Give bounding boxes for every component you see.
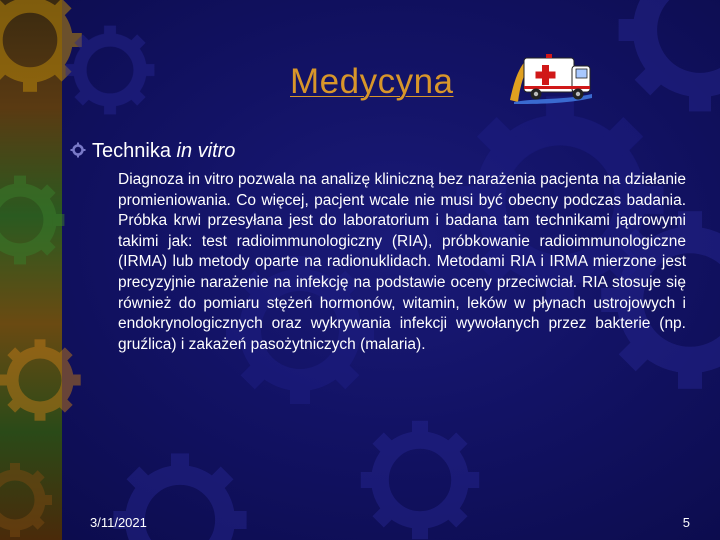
subtitle-plain: Technika <box>92 140 177 162</box>
slide-subtitle <box>92 140 235 163</box>
ambulance-icon <box>506 52 596 104</box>
page-number: 5 <box>682 515 690 530</box>
footer-date: 3/11/2021 <box>90 515 147 530</box>
gear-bullet-icon <box>70 142 86 158</box>
subtitle-italic: in vitro <box>176 140 236 162</box>
slide-title: Medycyna <box>290 62 454 101</box>
body-paragraph: Diagnoza in vitro pozwala na analizę kliniczną bez narażenia pacjenta na działanie promieniowania. Co więcej, pacjent wcale nie musi być obecny podczas badania. Próbka krwi przesyłana jest do laboratorium i badana tam technikami jądrowymi takimi jak: test radioimmunologiczny (RIA), próbkowanie radioimmunologiczne (IRMA) lub metody oparte na radionuklidach. Metodami RIA i IRMA mierzone jest precyzyjnie narażenie na infekcję na podstawie oceny przeciwciał. RIA stosuje się również do pomiaru stężeń hormonów, witamin, leków w płynach ustrojowych i endokrynologicznych oraz wykrywania infekcji wywołanych przez bakterie (np. gruźlica) i zakażeń pasożytniczych (malaria). <box>118 171 686 353</box>
